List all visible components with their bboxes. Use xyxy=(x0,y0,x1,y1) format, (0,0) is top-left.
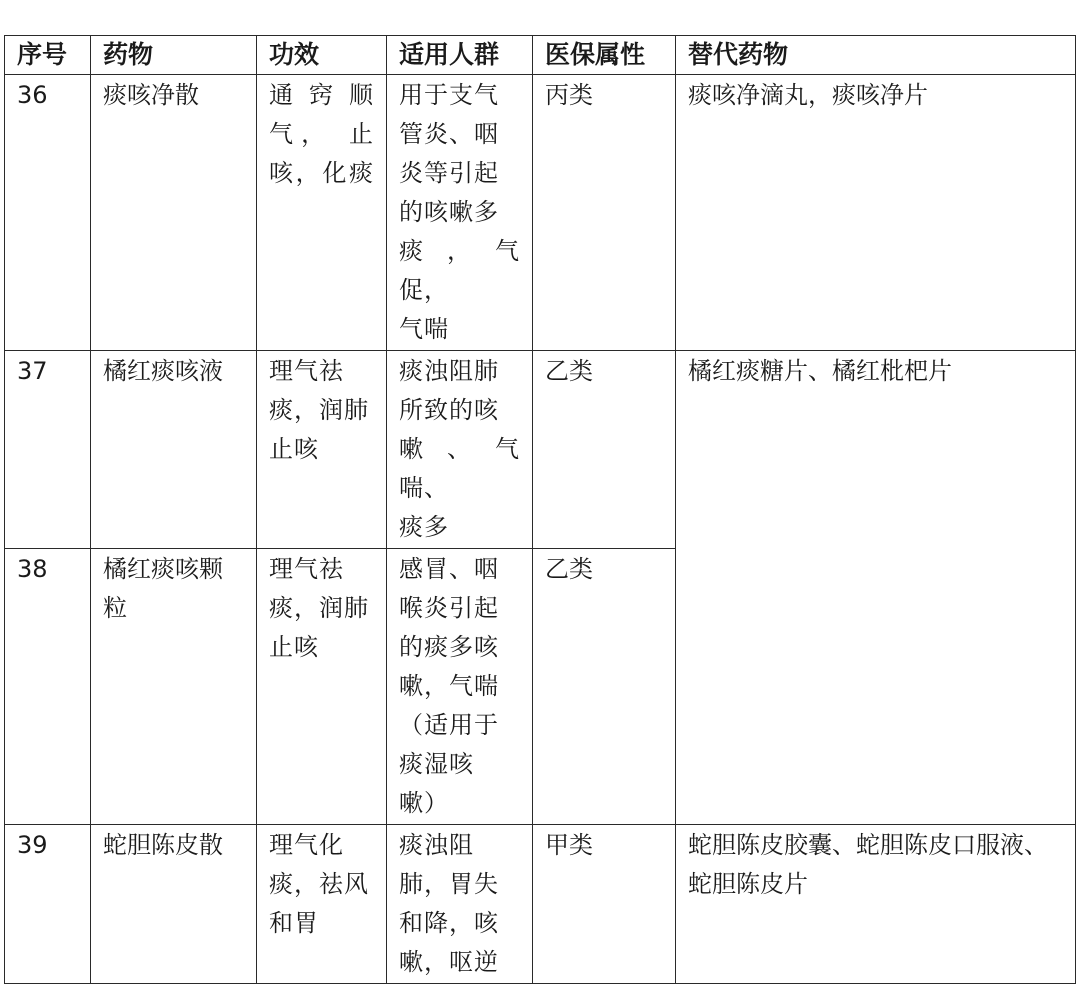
population-text: 感冒、咽 喉炎引起 的痰多咳 嗽，气喘 （适用于 痰湿咳 嗽） xyxy=(399,555,499,817)
header-insurance: 医保属性 xyxy=(533,36,676,75)
drug-table xyxy=(4,35,1076,984)
effect-cell xyxy=(257,549,387,825)
insurance-class: 甲类 xyxy=(533,825,676,984)
population-text: 痰浊阻肺 所致的咳 嗽、气喘、 痰多 xyxy=(399,357,520,541)
row-number: 36 xyxy=(5,75,91,351)
effect-cell xyxy=(257,351,387,549)
table-row xyxy=(5,825,1076,984)
population-cell xyxy=(387,825,533,984)
effect-text: 理气祛 痰，润肺 止咳 xyxy=(269,357,369,463)
header-drug: 药物 xyxy=(91,36,257,75)
drug-name: 橘红痰咳液 xyxy=(91,351,257,549)
insurance-class: 丙类 xyxy=(533,75,676,351)
alternatives-cell: 橘红痰糖片、橘红枇杷片 xyxy=(676,351,1076,825)
table-row xyxy=(5,351,1076,549)
insurance-class: 乙类 xyxy=(533,351,676,549)
alternatives-cell: 蛇胆陈皮胶囊、蛇胆陈皮口服液、蛇胆陈皮片 xyxy=(676,825,1076,984)
insurance-class: 乙类 xyxy=(533,549,676,825)
population-cell xyxy=(387,549,533,825)
row-number: 39 xyxy=(5,825,91,984)
alternatives-cell: 痰咳净滴丸，痰咳净片 xyxy=(676,75,1076,351)
drug-name: 痰咳净散 xyxy=(91,75,257,351)
effect-text: 通窍顺 气， 止 咳，化痰 xyxy=(269,81,374,187)
row-number: 38 xyxy=(5,549,91,825)
effect-text: 理气化 痰，祛风 和胃 xyxy=(269,831,369,937)
drug-name: 蛇胆陈皮散 xyxy=(91,825,257,984)
header-population: 适用人群 xyxy=(387,36,533,75)
effect-text: 理气祛 痰，润肺 止咳 xyxy=(269,555,369,661)
population-cell xyxy=(387,75,533,351)
population-text: 用于支气 管炎、咽 炎等引起 的咳嗽多 痰，气促， 气喘 xyxy=(399,81,520,343)
drug-name: 橘红痰咳颗粒 xyxy=(91,549,257,825)
population-text: 痰浊阻 肺，胃失 和降，咳 嗽，呕逆 xyxy=(399,831,499,976)
row-number: 37 xyxy=(5,351,91,549)
header-alternatives: 替代药物 xyxy=(676,36,1076,75)
header-effect: 功效 xyxy=(257,36,387,75)
header-row xyxy=(5,36,1076,75)
effect-cell xyxy=(257,825,387,984)
table-row xyxy=(5,75,1076,351)
header-number: 序号 xyxy=(5,36,91,75)
population-cell xyxy=(387,351,533,549)
effect-cell xyxy=(257,75,387,351)
